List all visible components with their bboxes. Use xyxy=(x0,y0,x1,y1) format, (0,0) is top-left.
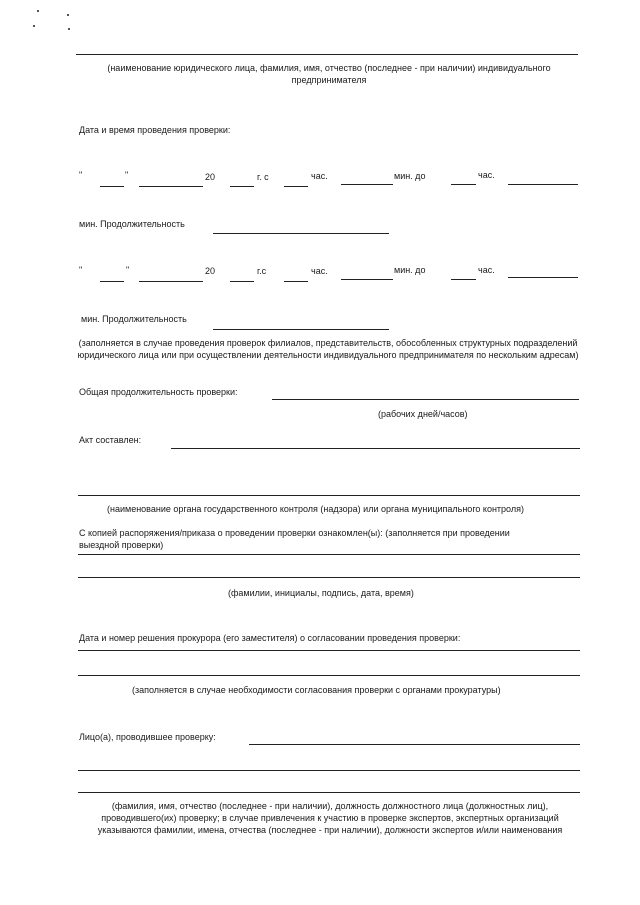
row1-hours-field[interactable] xyxy=(284,186,308,187)
row2-month-field[interactable] xyxy=(139,281,203,282)
scan-speck xyxy=(68,28,70,30)
row1-minutes-field[interactable] xyxy=(341,184,393,185)
acquaint-caption: (фамилии, инициалы, подпись, дата, время) xyxy=(228,588,414,598)
row2-year-field[interactable] xyxy=(230,281,254,282)
row1-year-prefix: 20 xyxy=(205,172,216,182)
acquaint-field-2[interactable] xyxy=(78,577,580,578)
row2-end-hours-field[interactable] xyxy=(451,279,476,280)
duration1-field[interactable] xyxy=(213,233,389,234)
branches-note: (заполняется в случае проведения проверок филиалов, представительств, обособленных структурных подразделений юридического лица или при осуществлении деятельности индивидуального предпринимателя по нескольким адресам) xyxy=(77,338,579,360)
duration1-label: мин. Продолжительность xyxy=(79,219,185,229)
prosecutor-field-1[interactable] xyxy=(78,650,580,651)
row2-min-to: мин. до xyxy=(394,265,426,275)
row2-quote-close: " xyxy=(126,265,130,275)
inspector-field-2[interactable] xyxy=(78,770,580,771)
inspector-caption: (фамилия, имя, отчество (последнее - при наличии), должность должностного лица (должностных лиц), проводившего(их) проверку; в случае привлечения к участию в проверке экспертов, экспертных организаций указываются фамилии, имена, отчества (последнее - при наличии), должности экспертов и/или наименования xyxy=(97,801,563,835)
row1-quote-open: " xyxy=(79,170,83,180)
row2-g-s: г.с xyxy=(257,266,267,276)
act-field-1[interactable] xyxy=(171,448,580,449)
row1-day-field[interactable] xyxy=(100,186,124,187)
inspector-field-3[interactable] xyxy=(78,792,580,793)
total-duration-label: Общая продолжительность проверки: xyxy=(79,387,238,397)
row2-minutes-field[interactable] xyxy=(341,279,393,280)
org-name-caption: (наименование юридического лица, фамилия, имя, отчество (последнее - при наличии) индивидуального предпринимателя xyxy=(107,63,551,85)
row1-end-minutes-field[interactable] xyxy=(508,184,578,185)
act-label: Акт составлен: xyxy=(79,435,142,445)
row1-quote-close: " xyxy=(125,170,129,180)
duration2-field[interactable] xyxy=(213,329,389,330)
row2-quote-open: " xyxy=(79,265,83,275)
row1-month-field[interactable] xyxy=(139,186,203,187)
row1-year-field[interactable] xyxy=(230,186,254,187)
duration2-label: мин. Продолжительность xyxy=(81,314,187,324)
act-field-2[interactable] xyxy=(78,495,580,496)
acquaint-label: С копией распоряжения/приказа о проведении проверки ознакомлен(ы): (заполняется при проведении выездной проверки) xyxy=(79,528,510,550)
inspector-field-1[interactable] xyxy=(249,744,580,745)
row2-hours-label: час. xyxy=(311,266,328,276)
inspector-label: Лицо(а), проводившее проверку: xyxy=(79,732,216,742)
org-name-line[interactable] xyxy=(76,54,578,55)
row2-day-field[interactable] xyxy=(100,281,124,282)
scan-speck xyxy=(67,14,69,16)
row2-hours-field[interactable] xyxy=(284,281,308,282)
row1-min-to: мин. до xyxy=(394,171,426,181)
scan-speck xyxy=(33,25,35,27)
row2-end-hours-label: час. xyxy=(478,265,495,275)
prosecutor-field-2[interactable] xyxy=(78,675,580,676)
row2-year-prefix: 20 xyxy=(205,266,216,276)
row1-hours-label: час. xyxy=(311,171,328,181)
prosecutor-label: Дата и номер решения прокурора (его заместителя) о согласовании проведения проверки: xyxy=(79,633,461,643)
authority-caption: (наименование органа государственного контроля (надзора) или органа муниципального контроля) xyxy=(107,504,524,514)
row1-end-hours-label: час. xyxy=(478,170,495,180)
date-time-label: Дата и время проведения проверки: xyxy=(79,125,231,135)
prosecutor-caption: (заполняется в случае необходимости согласования проверки с органами прокуратуры) xyxy=(132,685,501,695)
row1-g-s: г. с xyxy=(257,172,269,182)
total-duration-field[interactable] xyxy=(272,399,579,400)
total-duration-unit: (рабочих дней/часов) xyxy=(378,409,468,419)
scan-speck xyxy=(37,10,39,12)
row2-end-minutes-field[interactable] xyxy=(508,277,578,278)
acquaint-field-1[interactable] xyxy=(78,554,580,555)
row1-end-hours-field[interactable] xyxy=(451,184,476,185)
